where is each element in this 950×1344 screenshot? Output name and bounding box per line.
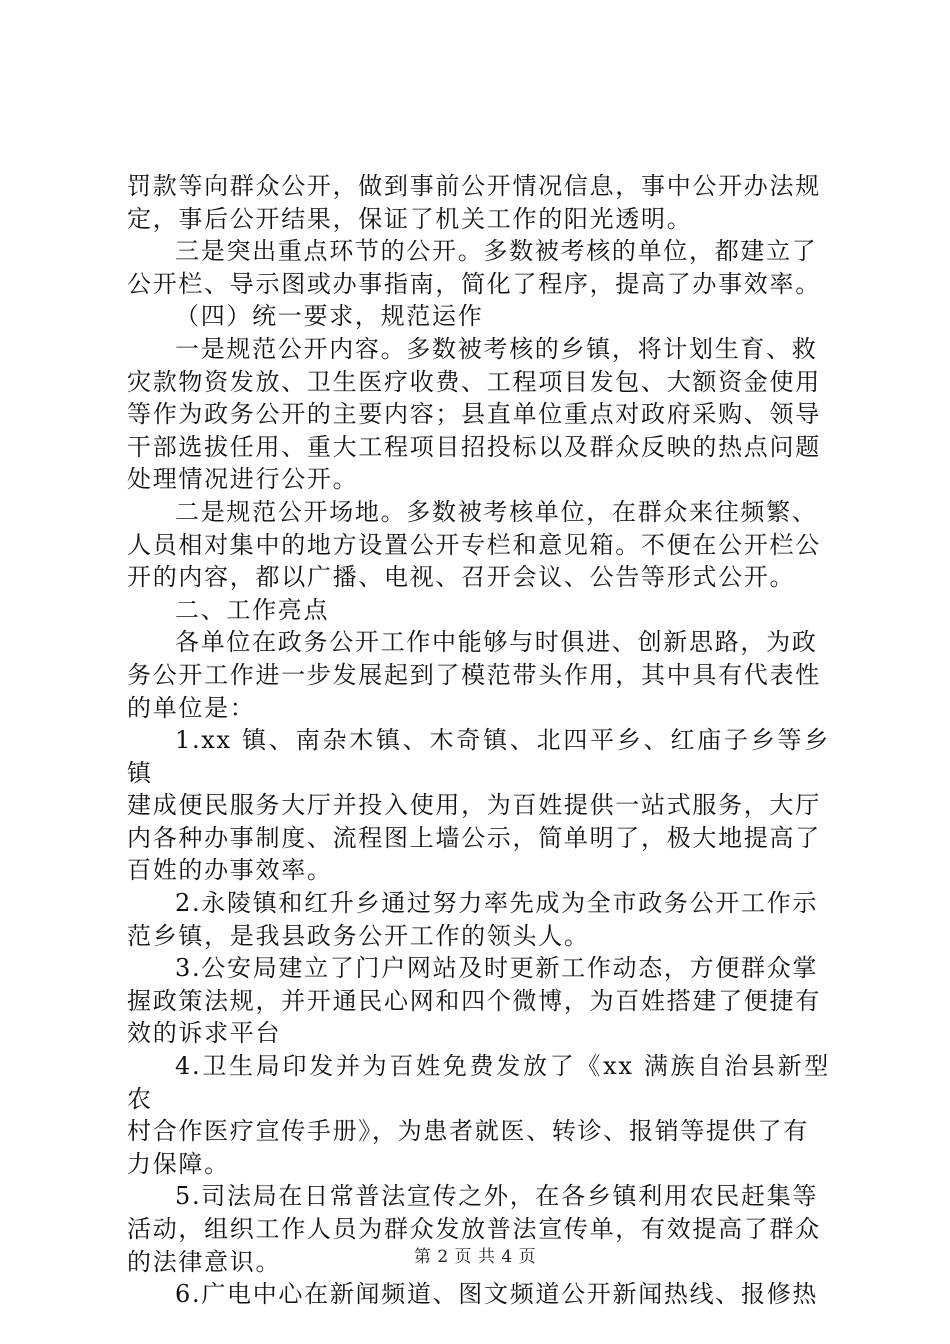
paragraph: 6.广电中心在新闻频道、图文频道公开新闻热线、报修热 xyxy=(175,1280,819,1309)
paragraph: 2.永陵镇和红升乡通过努力率先成为全市政务公开工作示 范乡镇，是我县政务公开工作的领头人。 xyxy=(127,889,819,950)
paragraph: （四）统一要求，规范运作 xyxy=(175,302,484,331)
paragraph: 罚款等向群众公开，做到事前公开情况信息，事中公开办法规 定，事后公开结果，保证了机关工作的阳光透明。 xyxy=(127,172,821,233)
document-body xyxy=(127,170,830,1311)
paragraph: 3.公安局建立了门户网站及时更新工作动态，方便群众掌 握政策法规，并开通民心网和四个微博，为百姓搭建了便捷有 效的诉求平台 xyxy=(127,954,821,1048)
paragraph: 各单位在政务公开工作中能够与时俱进、创新思路，为政 务公开工作进一步发展起到了模范带头作用，其中具有代表性 的单位是： xyxy=(127,628,821,722)
paragraph: 二、工作亮点 xyxy=(175,595,330,624)
page-footer: 第 2 页 共 4 页 xyxy=(413,1247,537,1267)
paragraph: 4.卫生局印发并为百姓免费发放了《xx 满族自治县新型农 村合作医疗宣传手册》，为患者就医、转诊、报销等提供了有 力保障。 xyxy=(127,1052,830,1178)
paragraph: 5.司法局在日常普法宣传之外，在各乡镇利用农民赶集等 活动，组织工作人员为群众发放普法宣传单，有效提高了群众 的法律意识。 xyxy=(127,1182,821,1276)
paragraph: 三是突出重点环节的公开。多数被考核的单位，都建立了 公开栏、导示图或办事指南，简化了程序，提高了办事效率。 xyxy=(127,237,821,298)
paragraph: 1.xx 镇、南杂木镇、木奇镇、北四平乡、红庙子乡等乡镇 建成便民服务大厅并投入使用，为百姓提供一站式服务，大厅 内各种办事制度、流程图上墙公示，简单明了，极大地提高了 百姓的办事效率。 xyxy=(127,726,830,885)
paragraph: 二是规范公开场地。多数被考核单位，在群众来往频繁、 人员相对集中的地方设置公开专栏和意见箱。不便在公开栏公 开的内容，都以广播、电视、召开会议、公告等形式公开。 xyxy=(127,497,821,592)
paragraph: 一是规范公开内容。多数被考核的乡镇，将计划生育、救 灾款物资发放、卫生医疗收费、工程项目发包、大额资金使用 等作为政务公开的主要内容；县直单位重点对政府采购、领导 干部选拔任用、重大工程项目招投标以及群众反映的热点问题 处理情况进行公开。 xyxy=(127,334,821,494)
